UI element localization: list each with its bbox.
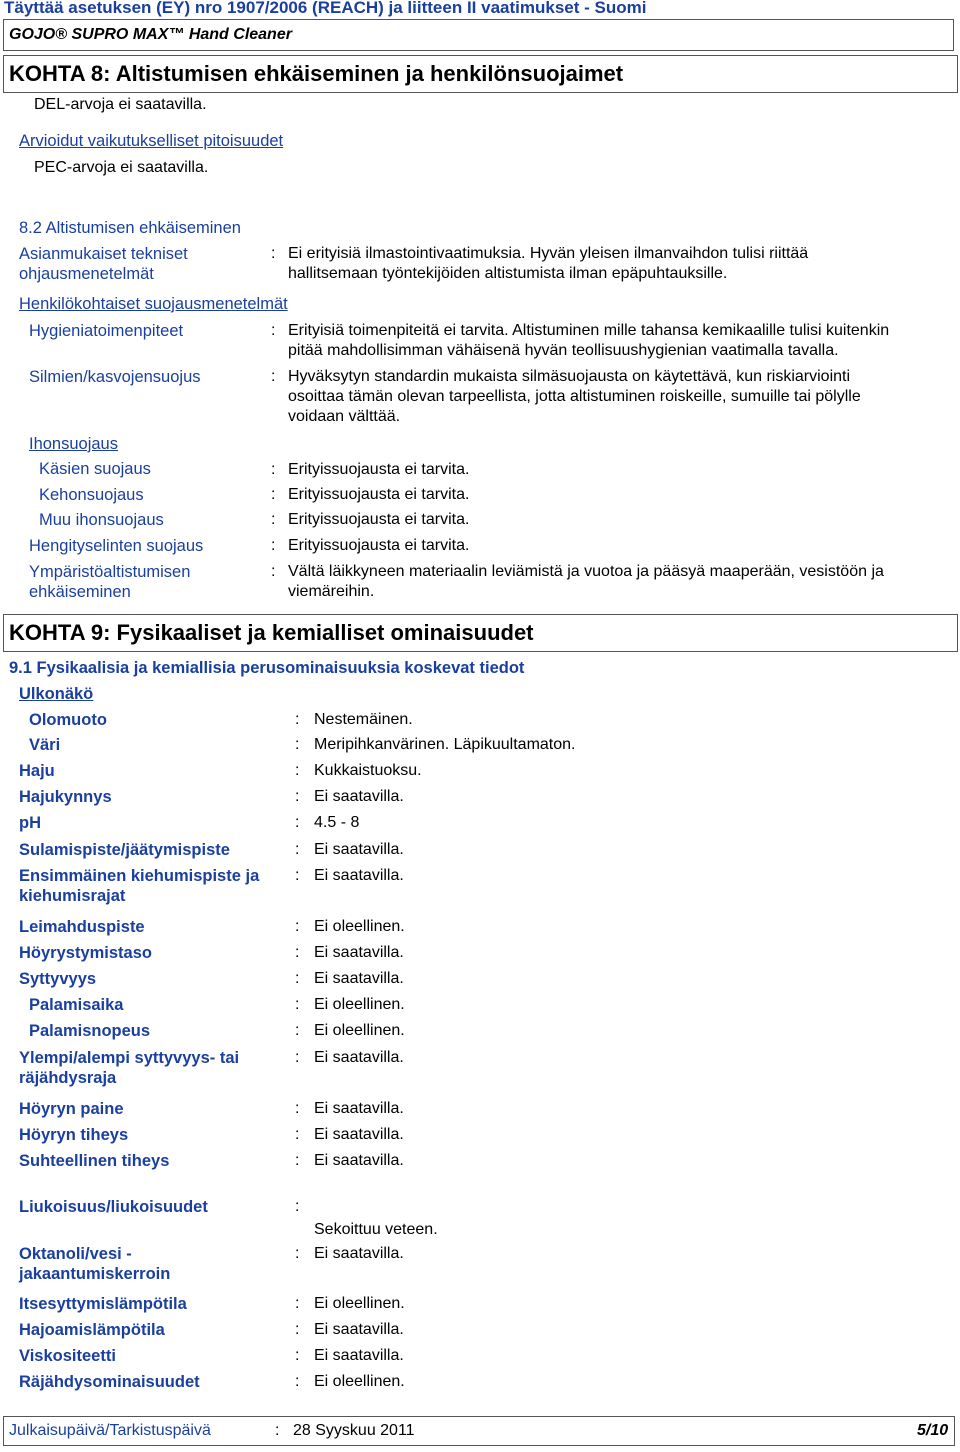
separator: : bbox=[295, 918, 300, 935]
property-label: Olomuoto bbox=[29, 711, 107, 729]
property-label: Oktanoli/vesi - bbox=[19, 1245, 132, 1263]
separator: : bbox=[271, 486, 276, 503]
property-label-line-2: kiehumisrajat bbox=[19, 887, 126, 905]
property-value: Ei saatavilla. bbox=[314, 1347, 404, 1364]
respiratory-value: Erityissuojausta ei tarvita. bbox=[288, 537, 470, 554]
page-number: 5/10 bbox=[917, 1422, 949, 1439]
separator: : bbox=[295, 970, 300, 987]
property-value: Ei saatavilla. bbox=[314, 788, 404, 805]
property-label: pH bbox=[19, 814, 41, 832]
property-label: Hajoamislämpötila bbox=[19, 1321, 165, 1339]
property-label: Väri bbox=[29, 736, 61, 754]
property-label: Haju bbox=[19, 762, 55, 780]
hygiene-value-2: pitää mahdollisimman vähäisenä hyvän teollisuushygienian vaatimalla tavalla. bbox=[288, 342, 839, 359]
pec-text: PEC-arvoja ei saatavilla. bbox=[34, 159, 209, 176]
property-label: Ylempi/alempi syttyvyys- tai bbox=[19, 1049, 240, 1067]
property-value: Kukkaistuoksu. bbox=[314, 762, 422, 779]
separator: : bbox=[295, 814, 300, 831]
property-value: Sekoittuu veteen. bbox=[314, 1221, 438, 1238]
property-label: Viskositeetti bbox=[19, 1347, 116, 1365]
separator: : bbox=[295, 1022, 300, 1039]
subsection-9-1: 9.1 Fysikaalisia ja kemiallisia perusominaisuuksia koskevat tiedot bbox=[9, 659, 525, 677]
separator: : bbox=[295, 736, 300, 753]
separator: : bbox=[271, 461, 276, 478]
property-value: Ei oleellinen. bbox=[314, 1373, 405, 1390]
skin-protection-heading: Ihonsuojaus bbox=[29, 435, 118, 453]
personal-protection-heading: Henkilökohtaiset suojausmenetelmät bbox=[19, 295, 288, 313]
eye-protection-value-3: voidaan välttää. bbox=[288, 408, 401, 425]
separator: : bbox=[271, 322, 276, 339]
property-label: Itsesyttymislämpötila bbox=[19, 1295, 187, 1313]
separator: : bbox=[295, 788, 300, 805]
body-protection-label: Kehonsuojaus bbox=[39, 486, 144, 504]
property-value: Ei saatavilla. bbox=[314, 1152, 404, 1169]
footer-date-value: 28 Syyskuu 2011 bbox=[293, 1422, 415, 1439]
separator: : bbox=[271, 563, 276, 580]
separator: : bbox=[295, 1100, 300, 1117]
property-label: Sulamispiste/jäätymispiste bbox=[19, 841, 230, 859]
property-value: Ei saatavilla. bbox=[314, 1100, 404, 1117]
property-label: Höyryn paine bbox=[19, 1100, 124, 1118]
separator: : bbox=[295, 1126, 300, 1143]
hygiene-value: Erityisiä toimenpiteitä ei tarvita. Altistuminen mille tahansa kemikaalille tulisi kuitenkin bbox=[288, 322, 890, 339]
property-value: Ei saatavilla. bbox=[314, 1126, 404, 1143]
separator: : bbox=[271, 537, 276, 554]
property-value: Ei saatavilla. bbox=[314, 1049, 404, 1066]
property-label: Höyryn tiheys bbox=[19, 1126, 129, 1144]
section8-title: KOHTA 8: Altistumisen ehkäiseminen ja henkilönsuojaimet bbox=[9, 61, 624, 86]
property-value: Ei oleellinen. bbox=[314, 1022, 405, 1039]
property-label: Palamisaika bbox=[29, 996, 124, 1014]
property-value: Ei saatavilla. bbox=[314, 1245, 404, 1262]
property-label: Liukoisuus/liukoisuudet bbox=[19, 1198, 208, 1216]
separator: : bbox=[275, 1422, 280, 1439]
property-value: Ei oleellinen. bbox=[314, 996, 405, 1013]
property-label: Palamisnopeus bbox=[29, 1022, 151, 1040]
property-value: Ei saatavilla. bbox=[314, 841, 404, 858]
engineering-value-2: hallitsemaan työntekijöiden altistumista ilman epäpuhtauksille. bbox=[288, 265, 728, 282]
property-value: Ei oleellinen. bbox=[314, 1295, 405, 1312]
eye-protection-value-2: osoittaa tämän olevan tarpeellista, jotta altistuminen roiskeille, sumuille tai pölylle bbox=[288, 388, 861, 405]
eye-protection-label: Silmien/kasvojensuojus bbox=[29, 368, 201, 386]
property-value: Ei saatavilla. bbox=[314, 970, 404, 987]
body-protection-value: Erityissuojausta ei tarvita. bbox=[288, 486, 470, 503]
separator: : bbox=[271, 511, 276, 528]
separator: : bbox=[295, 1198, 300, 1215]
property-label: Ensimmäinen kiehumispiste ja bbox=[19, 867, 260, 885]
separator: : bbox=[295, 996, 300, 1013]
property-label: Suhteellinen tiheys bbox=[19, 1152, 170, 1170]
section9-title: KOHTA 9: Fysikaaliset ja kemialliset ominaisuudet bbox=[9, 620, 534, 645]
footer-date-label: Julkaisupäivä/Tarkistuspäivä bbox=[9, 1422, 211, 1439]
subsection-8-2: 8.2 Altistumisen ehkäiseminen bbox=[19, 219, 241, 237]
property-value: Nestemäinen. bbox=[314, 711, 413, 728]
pec-heading: Arvioidut vaikutukselliset pitoisuudet bbox=[19, 132, 284, 150]
property-value: Ei saatavilla. bbox=[314, 867, 404, 884]
separator: : bbox=[295, 762, 300, 779]
separator: : bbox=[295, 1347, 300, 1364]
environmental-value-2: viemäreihin. bbox=[288, 583, 375, 600]
engineering-label: Asianmukaiset tekniset bbox=[19, 245, 188, 263]
hand-protection-label: Käsien suojaus bbox=[39, 460, 151, 478]
property-label: Syttyvyys bbox=[19, 970, 97, 988]
regulation-header: Täyttää asetuksen (EY) nro 1907/2006 (REACH) ja liitteen II vaatimukset - Suomi bbox=[4, 0, 647, 17]
other-skin-label: Muu ihonsuojaus bbox=[39, 511, 164, 529]
property-label: Höyrystymistaso bbox=[19, 944, 152, 962]
environmental-label: Ympäristöaltistumisen bbox=[29, 563, 191, 581]
separator: : bbox=[295, 1373, 300, 1390]
property-label: Räjähdysominaisuudet bbox=[19, 1373, 200, 1391]
environmental-label-2: ehkäiseminen bbox=[29, 583, 131, 601]
separator: : bbox=[295, 1152, 300, 1169]
other-skin-value: Erityissuojausta ei tarvita. bbox=[288, 511, 470, 528]
property-value: Meripihkanvärinen. Läpikuultamaton. bbox=[314, 736, 576, 753]
property-label: Hajukynnys bbox=[19, 788, 112, 806]
separator: : bbox=[271, 245, 276, 262]
separator: : bbox=[295, 841, 300, 858]
property-label-line-2: jakaantumiskerroin bbox=[19, 1265, 171, 1283]
environmental-value: Vältä läikkyneen materiaalin leviämistä ja vuotoa ja pääsyä maaperään, vesistöön ja bbox=[288, 563, 884, 580]
property-value: Ei saatavilla. bbox=[314, 1321, 404, 1338]
separator: : bbox=[295, 867, 300, 884]
separator: : bbox=[295, 711, 300, 728]
separator: : bbox=[271, 368, 276, 385]
separator: : bbox=[295, 1245, 300, 1262]
eye-protection-value: Hyväksytyn standardin mukaista silmäsuojausta on käytettävä, kun riskiarviointi bbox=[288, 368, 851, 385]
appearance-heading: Ulkonäkö bbox=[19, 685, 94, 703]
property-value: Ei saatavilla. bbox=[314, 944, 404, 961]
property-label: Leimahduspiste bbox=[19, 918, 145, 936]
respiratory-label: Hengityselinten suojaus bbox=[29, 537, 204, 555]
engineering-value: Ei erityisiä ilmastointivaatimuksia. Hyvän yleisen ilmanvaihdon tulisi riittää bbox=[288, 245, 809, 262]
property-value: 4.5 - 8 bbox=[314, 814, 360, 831]
separator: : bbox=[295, 1295, 300, 1312]
property-value: Ei oleellinen. bbox=[314, 918, 405, 935]
separator: : bbox=[295, 1321, 300, 1338]
hygiene-label: Hygieniatoimenpiteet bbox=[29, 322, 184, 340]
separator: : bbox=[295, 1049, 300, 1066]
del-text: DEL-arvoja ei saatavilla. bbox=[34, 96, 207, 113]
hand-protection-value: Erityissuojausta ei tarvita. bbox=[288, 461, 470, 478]
separator: : bbox=[295, 944, 300, 961]
product-name: GOJO® SUPRO MAX™ Hand Cleaner bbox=[9, 26, 292, 43]
engineering-label-2: ohjausmenetelmät bbox=[19, 265, 154, 283]
property-label-line-2: räjähdysraja bbox=[19, 1069, 117, 1087]
